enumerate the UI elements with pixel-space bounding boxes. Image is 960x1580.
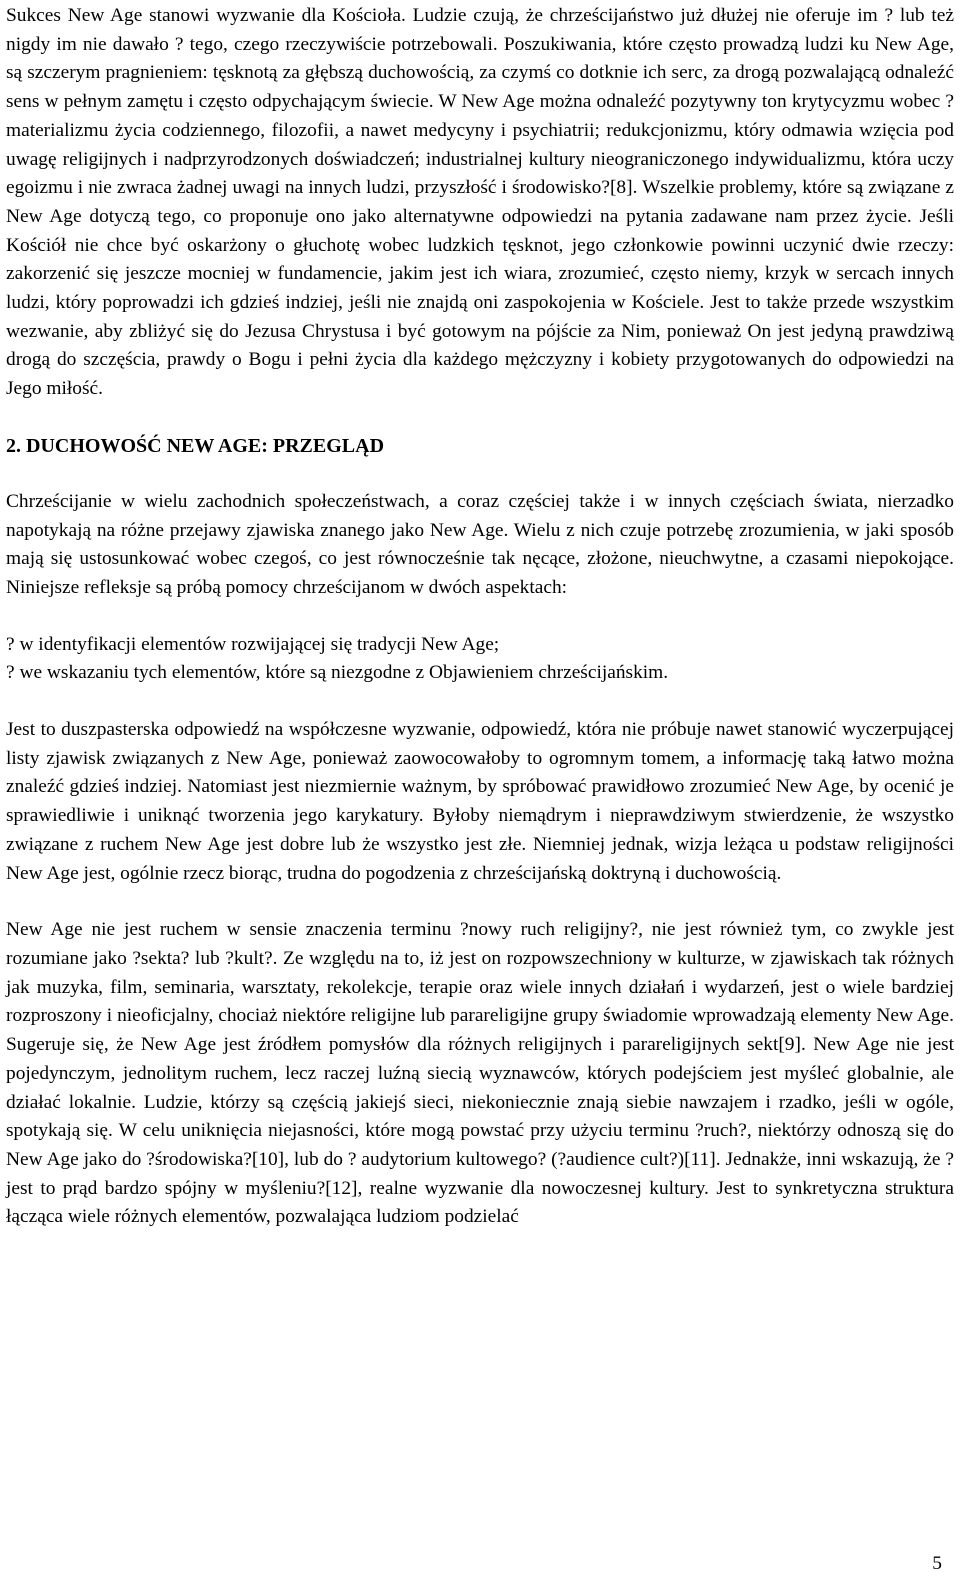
spacer: [6, 603, 954, 631]
paragraph-3: Jest to duszpasterska odpowiedź na współczesne wyzwanie, odpowiedź, która nie próbuje nawet stanowić wyczerpującej listy zjawisk związanych z New Age, ponieważ zaowocowałoby to ogromnym tomem, a informację taką łatwo można znaleźć gdzieś indziej. Natomiast jest niezmiernie ważnym, by spróbować prawidłowo zrozumieć New Age, by ocenić je sprawiedliwie i uniknąć tworzenia jego karykatury. Byłoby niemądrym i nieprawdziwym stwierdzenie, że wszystko związane z ruchem New Age jest dobre lub że wszystko jest złe. Niemniej jednak, wizja leżąca u podstaw religijności New Age jest, ogólnie rzecz biorąc, trudna do pogodzenia z chrześcijańską doktryną i duchowością.: [6, 719, 954, 884]
document-page: [6, 2, 954, 1232]
spacer: [6, 460, 954, 488]
paragraph-4: New Age nie jest ruchem w sensie znaczenia terminu ?nowy ruch religijny?, nie jest również tym, co zwykle jest rozumiane jako ?sekta? lub ?kult?. Ze względu na to, iż jest on rozpowszechniony w kulturze, w zjawiskach tak różnych jak muzyka, film, seminaria, warsztaty, rekolekcje, terapie oraz wiele innych działań i wydarzeń, jest o wiele bardziej rozproszony i nieoficjalny, chociaż niektóre religijne lub parareligijne grupy świadomie wprowadzają elementy New Age. Sugeruje się, że New Age jest źródłem pomysłów dla różnych religijnych i parareligijnych sekt[9]. New Age nie jest pojedynczym, jednolitym ruchem, lecz raczej luźną siecią wyznawców, których podejściem jest myśleć globalnie, ale działać lokalnie. Ludzie, którzy są częścią jakiejś sieci, niekoniecznie znają siebie nawzajem i rzadko, jeśli w ogóle, spotykają się. W celu uniknięcia niejasności, które mogą powstać przy użyciu terminu ?ruch?, niektórzy odnoszą się do New Age jako do ?środowiska?[10], lub do ? audytorium kultowego? (?audience cult?)[11]. Jednakże, inni wskazują, że ?jest to prąd bardzo spójny w myśleniu?[12], realne wyzwanie dla nowoczesnej kultury. Jest to synkretyczna struktura łącząca wiele różnych elementów, pozwalająca ludziom podzielać: [6, 919, 954, 1228]
list-item: ? we wskazaniu tych elementów, które są niezgodne z Objawieniem chrześcijańskim.: [6, 662, 669, 684]
list-item: ? w identyfikacji elementów rozwijającej się tradycji New Age;: [6, 633, 500, 655]
spacer: [6, 404, 954, 432]
paragraph-2: Chrześcijanie w wielu zachodnich społeczeństwach, a coraz częściej także i w innych częściach świata, nierzadko napotykają na różne przejawy zjawiska znanego jako New Age. Wielu z nich czuje potrzebę zrozumienia, w jaki sposób mają się ustosunkować wobec czegoś, co jest równocześnie tak nęcące, złożone, nieuchwytne, a czasami niepokojące. Niniejsze refleksje są próbą pomocy chrześcijanom w dwóch aspektach:: [6, 490, 954, 598]
section-heading: 2. DUCHOWOŚĆ NEW AGE: PRZEGLĄD: [6, 434, 385, 457]
spacer: [6, 888, 954, 916]
paragraph-1: Sukces New Age stanowi wyzwanie dla Kościoła. Ludzie czują, że chrześcijaństwo już dłużej nie oferuje im ? lub też nigdy im nie dawało ? tego, czego rzeczywiście potrzebowali. Poszukiwania, które często prowadzą ludzi ku New Age, są szczerym pragnieniem: tęsknotą za głębszą duchowością, za czymś co dotknie ich serc, za drogą pozwalającą odnaleźć sens w pełnym zamętu i często odpychającym świecie. W New Age można odnaleźć pozytywny ton krytycyzmu wobec ?materializmu życia codziennego, filozofii, a nawet medycyny i psychiatrii; redukcjonizmu, który odmawia wzięcia pod uwagę religijnych i nadprzyrodzonych doświadczeń; industrialnej kultury nieograniczonego indywidualizmu, która uczy egoizmu i nie zwraca żadnej uwagi na innych ludzi, przyszłość i środowisko?[8]. Wszelkie problemy, które są związane z New Age dotyczą tego, co proponuje ono jako alternatywne odpowiedzi na pytania zadawane nam przez życie. Jeśli Kościół nie chce być oskarżony o głuchotę wobec ludzkich tęsknot, jego członkowie powinni uczynić dwie rzeczy: zakorzenić się jeszcze mocniej w fundamencie, jakim jest ich wiara, zrozumieć, często niemy, krzyk w sercach innych ludzi, który poprowadzi ich gdzieś indziej, jeśli nie znajdą oni zaspokojenia w Kościele. Jest to także przede wszystkim wezwanie, aby zbliżyć się do Jezusa Chrystusa i być gotowym na pójście za Nim, ponieważ On jest jedyną prawdziwą drogą do szczęścia, prawdy o Bogu i pełni życia dla każdego mężczyzny i kobiety przygotowanych do odpowiedzi na Jego miłość.: [6, 5, 954, 400]
spacer: [6, 688, 954, 716]
page-number: 5: [932, 1553, 942, 1574]
